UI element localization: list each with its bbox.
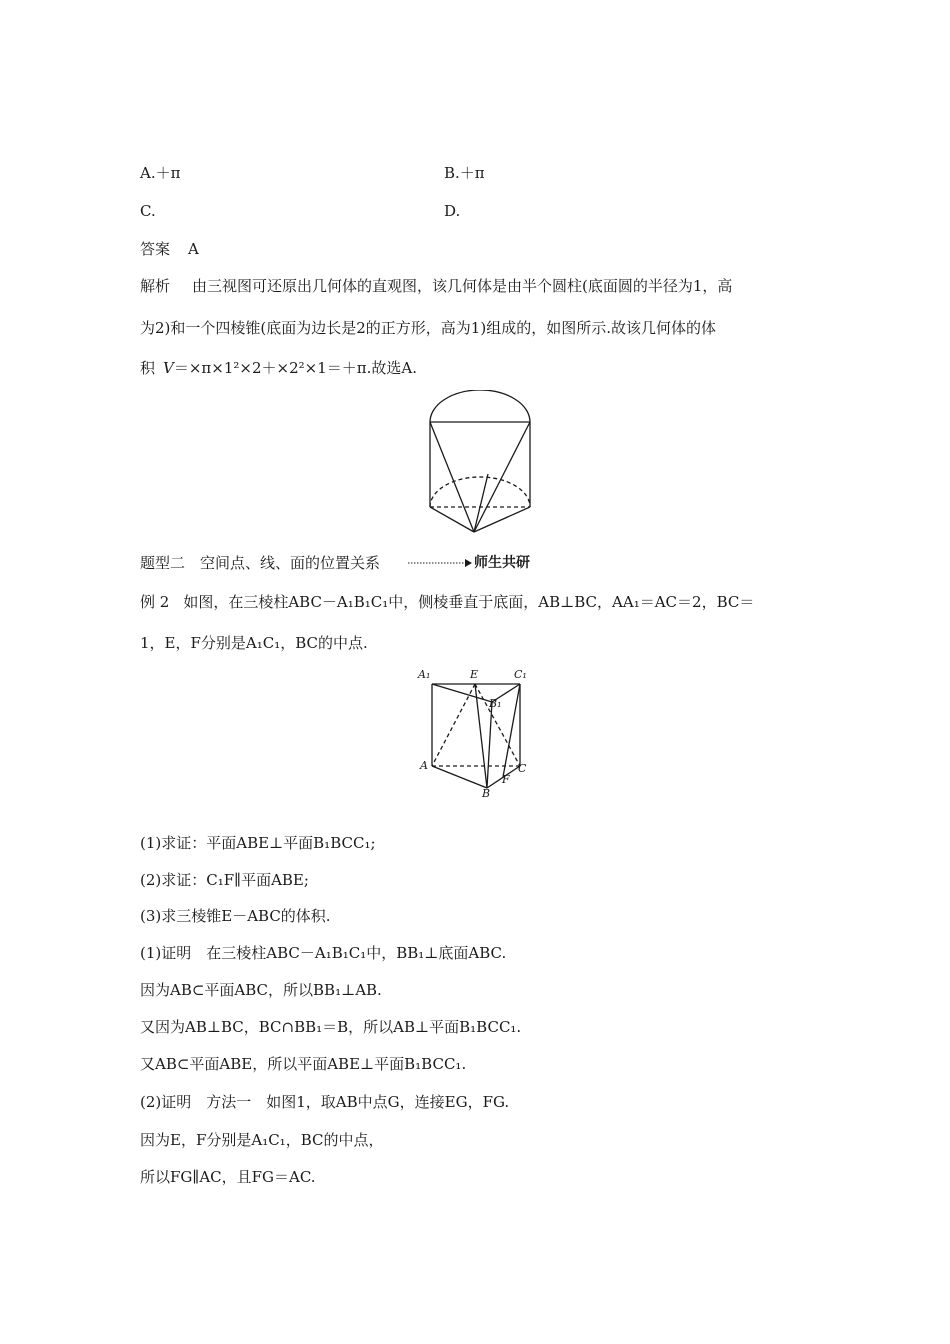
top-semicircle-arc: [430, 390, 530, 422]
example-line-1: [140, 592, 754, 612]
label-c1: C₁: [514, 668, 527, 681]
proof-line-7: 所以FG∥AC，且FG＝AC.: [140, 1168, 316, 1186]
proof-line-6: 因为E，F分别是A₁C₁，BC的中点，: [140, 1131, 384, 1149]
question-3: (3)求三棱锥E－ABC的体积.: [140, 907, 331, 925]
section-title: 题型二 空间点、线、面的位置关系: [140, 554, 381, 572]
label-a1: A₁: [418, 668, 431, 681]
label-a: A: [420, 759, 428, 772]
pyramid-back-edge: [474, 474, 488, 532]
analysis-line-3: [140, 358, 417, 378]
analysis-line3-expr: ＝×π×1²×2＋×2²×1＝＋π.故选A.: [173, 359, 417, 377]
section-heading: [140, 553, 380, 573]
label-f: F: [502, 773, 510, 786]
label-e: E: [470, 668, 479, 681]
proof-line-2: 因为AB⊂平面ABC，所以BB₁⊥AB.: [140, 981, 382, 999]
analysis-line3-prefix: 积: [140, 359, 156, 377]
question-1: (1)求证：平面ABE⊥平面B₁BCC₁;: [140, 834, 376, 852]
label-b1: B₁: [489, 697, 502, 710]
label-b: B: [482, 787, 491, 800]
question-2: (2)求证：C₁F∥平面ABE;: [140, 871, 309, 889]
analysis-line-1: [140, 276, 732, 296]
analysis-label: 解析: [140, 277, 171, 295]
section-tag: 师生共研: [474, 555, 530, 571]
edge-ab: [432, 766, 487, 788]
edge-bb1: [487, 702, 492, 788]
example-label: 例 2: [140, 593, 170, 611]
volume-symbol: V: [163, 359, 174, 377]
proof-line-4: 又AB⊂平面ABE，所以平面ABE⊥平面B₁BCC₁.: [140, 1055, 467, 1073]
answer-line: [140, 239, 199, 259]
pyramid-left-edge: [430, 422, 474, 532]
proof-line-1: (1)证明 在三棱柱ABC－A₁B₁C₁中，BB₁⊥底面ABC.: [140, 944, 507, 962]
choice-a: A.＋π: [140, 164, 181, 182]
choice-d: D.: [444, 202, 461, 220]
proof-line-3: 又因为AB⊥BC，BC∩BB₁＝B，所以AB⊥平面B₁BCC₁.: [140, 1018, 522, 1036]
choice-b: B.＋π: [444, 164, 485, 182]
prism-figure: [415, 662, 545, 802]
example-text-1: 如图，在三棱柱ABC－A₁B₁C₁中，侧棱垂直于底面，AB⊥BC，AA₁＝AC＝2，BC＝: [183, 593, 755, 611]
proof-line-5: (2)证明 方法一 如图1，取AB中点G，连接EG，FG.: [140, 1093, 510, 1111]
analysis-text-1: 由三视图可还原出几何体的直观图，该几何体是由半个圆柱(底面圆的半径为1，高: [192, 277, 733, 295]
choice-c: C.: [140, 202, 156, 220]
solid-figure-1: [420, 390, 540, 540]
analysis-line-2: 为2)和一个四棱锥(底面为边长是2的正方形，高为1)组成的，如图所示.故该几何体的体: [140, 319, 716, 337]
hidden-base-arc: [430, 477, 530, 507]
label-c: C: [518, 762, 527, 775]
front-right-base-edge: [474, 507, 530, 532]
front-left-base-edge: [430, 507, 474, 532]
dotted-arrow-icon: [407, 556, 473, 570]
example-line-2: 1，E，F分别是A₁C₁，BC的中点.: [140, 634, 368, 652]
answer-label: 答案: [140, 240, 171, 258]
answer-value: A: [188, 240, 199, 258]
hidden-segment-ea: [432, 684, 475, 766]
